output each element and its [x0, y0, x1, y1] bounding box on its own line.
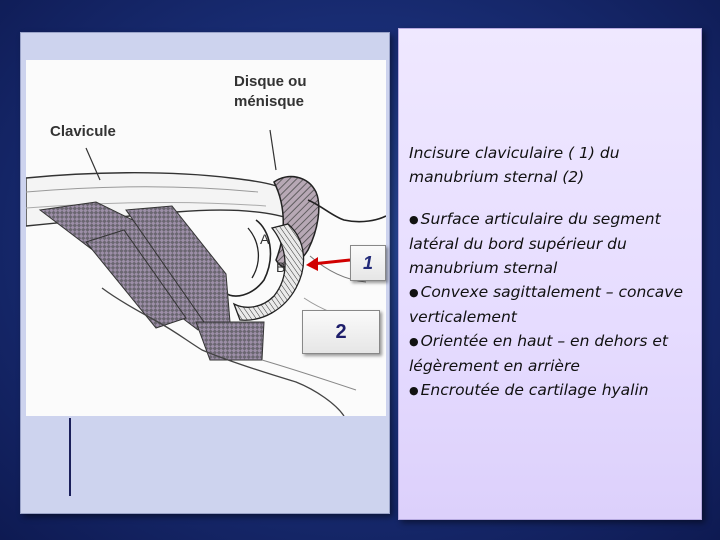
label-clavicule: Clavicule — [50, 123, 116, 140]
label-menisque: ménisque — [234, 93, 305, 110]
badge-1: 1 — [350, 245, 386, 281]
bullet-item: ● Convexe sagittalement – concave verticalement — [409, 280, 699, 329]
guide-line-bottom — [69, 418, 71, 496]
label-b: B — [276, 259, 286, 275]
label-disque: Disque ou — [234, 73, 307, 90]
bullet-item: ● Surface articulaire du segment latéral du bord supérieur du manubrium sternal — [409, 207, 699, 280]
anatomical-illustration — [26, 60, 386, 416]
heading: Incisure claviculaire ( 1) du manubrium sternal (2) — [409, 144, 620, 186]
badge-2: 2 — [302, 310, 380, 354]
description — [409, 141, 699, 403]
bullet-item: ● Orientée en haut – en dehors et légèrement en arrière — [409, 329, 699, 378]
text-panel — [398, 28, 702, 520]
first-rib-cartilage — [196, 322, 264, 360]
bullet-item: ● Encroutée de cartilage hyalin — [409, 378, 699, 403]
label-a: A — [260, 231, 270, 247]
